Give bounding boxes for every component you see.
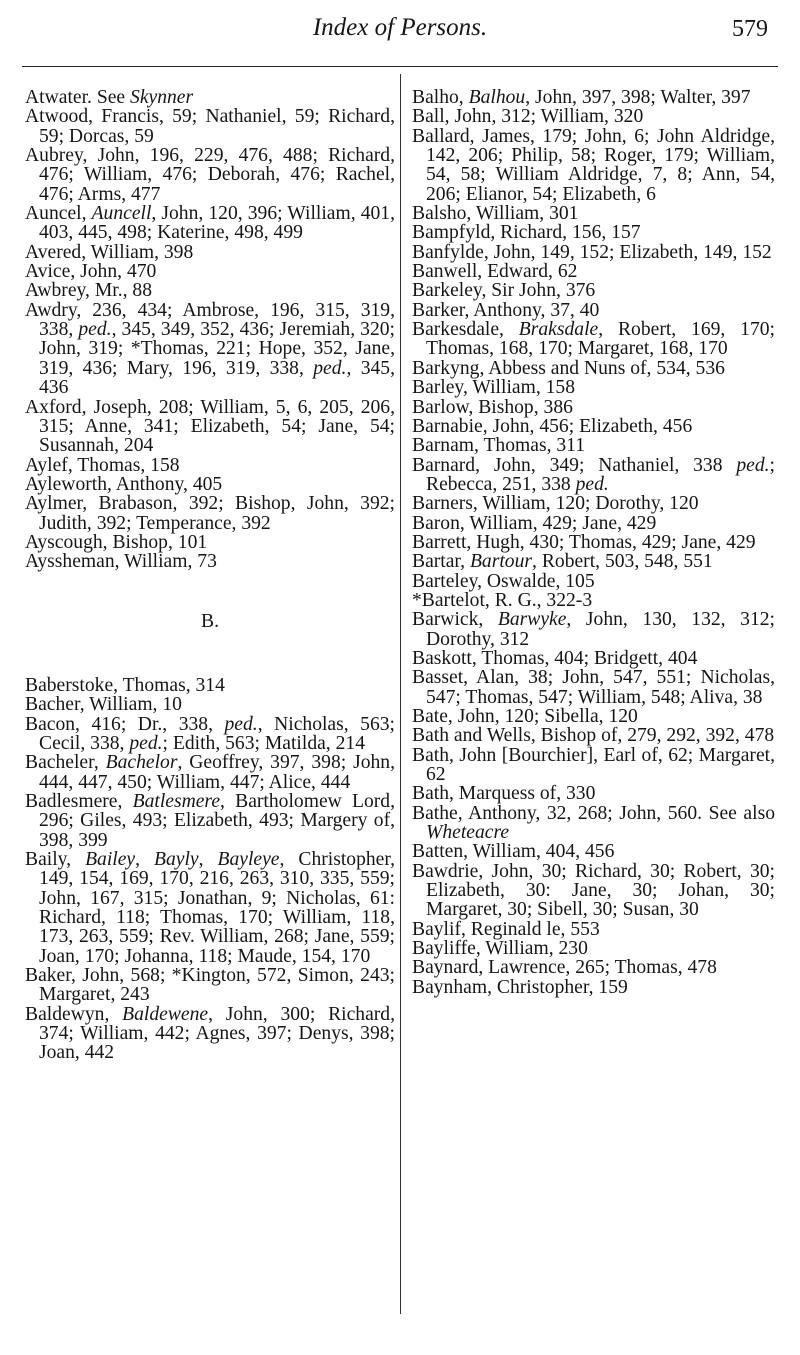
- index-entry: [25, 398, 395, 456]
- entry-text: Baskott, Thomas, 404; Bridgett, 404: [412, 647, 698, 669]
- index-entry: [412, 591, 775, 610]
- variant-spelling: ped.: [224, 713, 258, 735]
- entry-text: Barrett, Hugh, 430; Thomas, 429; Jane, 429: [412, 531, 756, 553]
- entry-text: Barnabie, John, 456; Elizabeth, 456: [412, 415, 693, 437]
- index-entry: [25, 281, 395, 300]
- index-entry: [25, 146, 395, 204]
- entry-text: Balsho, William, 301: [412, 203, 579, 225]
- index-entry: [412, 668, 775, 707]
- entry-text: Barkyng, Abbess and Nuns of, 534, 536: [412, 357, 725, 379]
- variant-spelling: ped.: [575, 473, 609, 495]
- entry-text: Atwater. See: [25, 87, 131, 108]
- index-entry: [412, 262, 775, 281]
- variant-spelling: Batlesmere: [132, 791, 221, 812]
- variant-spelling: Bayly: [154, 849, 199, 871]
- entry-text: Basset, Alan, 38; John, 547, 551; Nicholas, 547; Thomas, 547; William, 548; Aliva, 38: [412, 667, 775, 708]
- variant-spelling: Auncell: [91, 203, 152, 225]
- entry-text: , John, 397, 398; Walter, 397: [525, 87, 751, 108]
- index-entry: [412, 804, 775, 843]
- index-entry: [412, 398, 775, 417]
- section-heading-b: B.: [201, 610, 219, 632]
- variant-spelling: Barwyke: [497, 609, 567, 631]
- index-entry: [412, 417, 775, 436]
- entry-text: Baylif, Reginald le, 553: [412, 918, 600, 940]
- index-entry: [25, 262, 395, 281]
- entry-text: , Nicholas, 563; Cecil, 338,: [39, 713, 395, 754]
- index-entry: [412, 281, 775, 300]
- variant-spelling: Baldewene: [122, 1003, 209, 1025]
- index-entry: [412, 127, 775, 204]
- entry-text: *Bartelot, R. G., 322-3: [412, 589, 593, 611]
- index-entry: [412, 494, 775, 513]
- entry-text: Barners, William, 120; Dorothy, 120: [412, 493, 699, 515]
- entry-text: , 345, 436: [39, 357, 395, 399]
- entry-text: Ayleworth, Anthony, 405: [25, 473, 223, 495]
- index-entry: [412, 378, 775, 397]
- entry-text: Ayssheman, William, 73: [25, 551, 217, 573]
- entry-text: Baynham, Christopher, 159: [412, 976, 628, 998]
- index-entry: [25, 695, 395, 714]
- index-entries-b: [25, 676, 395, 1063]
- entry-text: Bate, John, 120; Sibella, 120: [412, 706, 638, 727]
- index-entry: [25, 753, 395, 792]
- index-entry: [25, 1005, 395, 1063]
- entry-text: Bawdrie, John, 30; Richard, 30; Robert, 30; Elizabeth, 30: Jane, 30; Johan, 30; Margaret, 30; Sibell, 30; Susan, 30: [412, 860, 775, 921]
- entry-text: Aylmer, Brabason, 392; Bishop, John, 392; Judith, 392; Temperance, 392: [25, 493, 395, 534]
- entry-text: Bathe, Anthony, 32, 268; John, 560. See also: [412, 802, 775, 824]
- entry-text: Baldewyn,: [25, 1003, 123, 1025]
- entry-text: Banwell, Edward, 62: [412, 261, 578, 283]
- index-entry: [412, 533, 775, 552]
- entry-text: Bath, John [Bourchier], Earl of, 62; Margaret, 62: [412, 744, 775, 786]
- variant-spelling: Skynner: [130, 87, 194, 108]
- index-entry: [412, 784, 775, 803]
- index-entry: [412, 223, 775, 242]
- entry-text: Awdry, 236, 434; Ambrose, 196, 315, 319, 338,: [25, 299, 395, 341]
- entry-text: ,: [198, 849, 218, 871]
- index-entry: [25, 533, 395, 552]
- index-entry: [412, 552, 775, 571]
- index-entry: [412, 958, 775, 977]
- variant-spelling: Bartour: [469, 551, 533, 573]
- entry-text: Barkesdale,: [412, 319, 519, 341]
- index-entry: [25, 850, 395, 966]
- entry-text: Baberstoke, Thomas, 314: [25, 674, 225, 696]
- entry-text: Barnard, John, 349; Nathaniel, 338: [412, 454, 737, 476]
- index-entry: [25, 494, 395, 533]
- variant-spelling: Bailey: [85, 849, 136, 871]
- entry-text: Banfylde, John, 149, 152; Elizabeth, 149, 152: [412, 241, 772, 263]
- index-entry: [412, 610, 775, 649]
- index-entry: [412, 107, 775, 126]
- entry-text: Barlow, Bishop, 386: [412, 396, 573, 418]
- index-entries-b-continued: [412, 88, 775, 997]
- index-entry: [25, 552, 395, 571]
- entry-text: Baynard, Lawrence, 265; Thomas, 478: [412, 957, 717, 979]
- column-divider: [400, 74, 401, 1314]
- index-entry: [412, 726, 775, 745]
- entry-text: Avice, John, 470: [25, 261, 157, 283]
- entry-text: Aubrey, John, 196, 229, 476, 488; Richard, 476; William, 476; Deborah, 476; Rachel, 476; Arms, 477: [25, 145, 395, 205]
- entry-text: ; Edith, 563; Matilda, 214: [162, 732, 365, 754]
- entry-text: Badlesmere,: [25, 791, 133, 812]
- variant-spelling: ped.: [129, 732, 163, 754]
- entry-text: Baker, John, 568; *Kington, 572, Simon, 243; Margaret, 243: [25, 965, 395, 1006]
- right-column: [412, 88, 775, 997]
- entry-text: Barker, Anthony, 37, 40: [412, 299, 600, 321]
- entry-text: Bacheler,: [25, 752, 106, 774]
- entry-text: , Geoffrey, 397, 398; John, 444, 447, 450; William, 447; Alice, 444: [39, 752, 395, 793]
- index-entry: [25, 792, 395, 850]
- entry-text: Bayliffe, William, 230: [412, 938, 588, 960]
- index-entry: [412, 320, 775, 359]
- header-rule: [22, 66, 778, 67]
- index-entry: [412, 436, 775, 455]
- index-entry: [25, 715, 395, 754]
- entry-text: Barteley, Oswalde, 105: [412, 570, 595, 592]
- entry-text: , Bartholomew Lord, 296; Giles, 493; Elizabeth, 493; Margery of, 398, 399: [39, 791, 395, 851]
- variant-spelling: ped.: [78, 319, 112, 341]
- entry-text: , John, 130, 132, 312; Dorothy, 312: [426, 609, 775, 650]
- entry-text: Auncel,: [25, 203, 92, 225]
- entry-text: , 345, 349, 352, 436; Jeremiah, 320; John, 319; *Thomas, 221; Hope, 352, Jane, 319, 436; Mary, 196, 319, 338,: [39, 319, 395, 379]
- index-entry: [25, 243, 395, 262]
- entry-text: Batten, William, 404, 456: [412, 841, 615, 863]
- index-entry: [25, 676, 395, 695]
- entry-text: ; Rebecca, 251, 338: [426, 454, 775, 495]
- entry-text: , Robert, 503, 548, 551: [532, 551, 713, 573]
- entry-text: Bartar,: [412, 551, 470, 573]
- index-entry: [412, 707, 775, 726]
- index-entry: [25, 456, 395, 475]
- index-entry: [25, 88, 395, 107]
- index-entry: [412, 939, 775, 958]
- index-entry: [25, 204, 395, 243]
- index-entry: [412, 746, 775, 785]
- variant-spelling: ped.: [736, 454, 770, 476]
- index-entry: [412, 301, 775, 320]
- entry-text: Baily,: [25, 849, 86, 871]
- variant-spelling: ped.: [313, 357, 347, 379]
- index-entry: [412, 243, 775, 262]
- index-entry: [412, 514, 775, 533]
- entry-text: Balho,: [412, 87, 469, 108]
- index-entry: [412, 842, 775, 861]
- index-entry: [412, 862, 775, 920]
- entry-text: Barley, William, 158: [412, 377, 576, 399]
- index-entry: [25, 475, 395, 494]
- index-entry: [25, 107, 395, 146]
- entry-text: Ballard, James, 179; John, 6; John Aldridge, 142, 206; Philip, 58; Roger, 179; William, 54, 58; William Aldridge, 7, 8; Ann, 54, 206; Elianor, 54; Elizabeth, 6: [412, 125, 775, 205]
- entry-text: , John, 300; Richard, 374; William, 442; Agnes, 397; Denys, 398; Joan, 442: [39, 1003, 395, 1064]
- entry-text: , John, 120, 396; William, 401, 403, 445, 498; Katerine, 498, 499: [39, 203, 395, 244]
- index-entries-a: [25, 88, 395, 572]
- variant-spelling: Balhou: [468, 87, 526, 108]
- entry-text: Aylef, Thomas, 158: [25, 454, 180, 476]
- entry-text: ,: [135, 849, 154, 871]
- page-number: 579: [732, 16, 768, 42]
- entry-text: Bath and Wells, Bishop of, 279, 292, 392, 478: [412, 725, 775, 747]
- variant-spelling: Wheteacre: [426, 822, 510, 844]
- entry-text: Bath, Marquess of, 330: [412, 783, 596, 805]
- entry-text: Bacher, William, 10: [25, 694, 182, 716]
- entry-text: Ayscough, Bishop, 101: [25, 531, 208, 553]
- index-entry: [412, 649, 775, 668]
- entry-text: Ball, John, 312; William, 320: [412, 106, 644, 128]
- entry-text: , Christopher, 149, 154, 169, 170, 216, 263, 310, 335, 559; John, 167, 315; Jonathan, 9; Nicholas, 61: Richard, 118; Thomas, 170; William, 118, 173, 263, 559; Rev. William, 268; Jane, 559; Joan, 170; Johanna, 118; Maude, 154, 170: [39, 849, 396, 967]
- running-title: Index of Persons.: [312, 14, 488, 41]
- index-entry: [412, 204, 775, 223]
- entry-text: Baron, William, 429; Jane, 429: [412, 512, 657, 534]
- entry-text: Bacon, 416; Dr., 338,: [25, 713, 225, 735]
- left-column: [25, 88, 395, 1063]
- index-entry: [412, 920, 775, 939]
- entry-text: Avered, William, 398: [25, 241, 194, 263]
- entry-text: Awbrey, Mr., 88: [25, 280, 152, 302]
- entry-text: Bampfyld, Richard, 156, 157: [412, 222, 641, 244]
- index-entry: [412, 978, 775, 997]
- variant-spelling: Bayleye: [217, 849, 280, 871]
- index-entry: [412, 359, 775, 378]
- entry-text: Axford, Joseph, 208; William, 5, 6, 205, 206, 315; Anne, 341; Elizabeth, 54; Jane, 54; Susannah, 204: [25, 396, 395, 457]
- variant-spelling: Bachelor: [105, 752, 178, 774]
- index-entry: [412, 572, 775, 591]
- index-entry: [25, 966, 395, 1005]
- entry-text: , Robert, 169, 170; Thomas, 168, 170; Margaret, 168, 170: [426, 319, 775, 360]
- index-entry: [25, 301, 395, 398]
- index-entry: [412, 88, 775, 107]
- variant-spelling: Braksdale: [518, 319, 599, 341]
- entry-text: Atwood, Francis, 59; Nathaniel, 59; Richard, 59; Dorcas, 59: [25, 106, 395, 147]
- entry-text: Barwick,: [412, 609, 498, 631]
- entry-text: Barnam, Thomas, 311: [412, 435, 586, 457]
- index-entry: [412, 456, 775, 495]
- entry-text: Barkeley, Sir John, 376: [412, 280, 596, 302]
